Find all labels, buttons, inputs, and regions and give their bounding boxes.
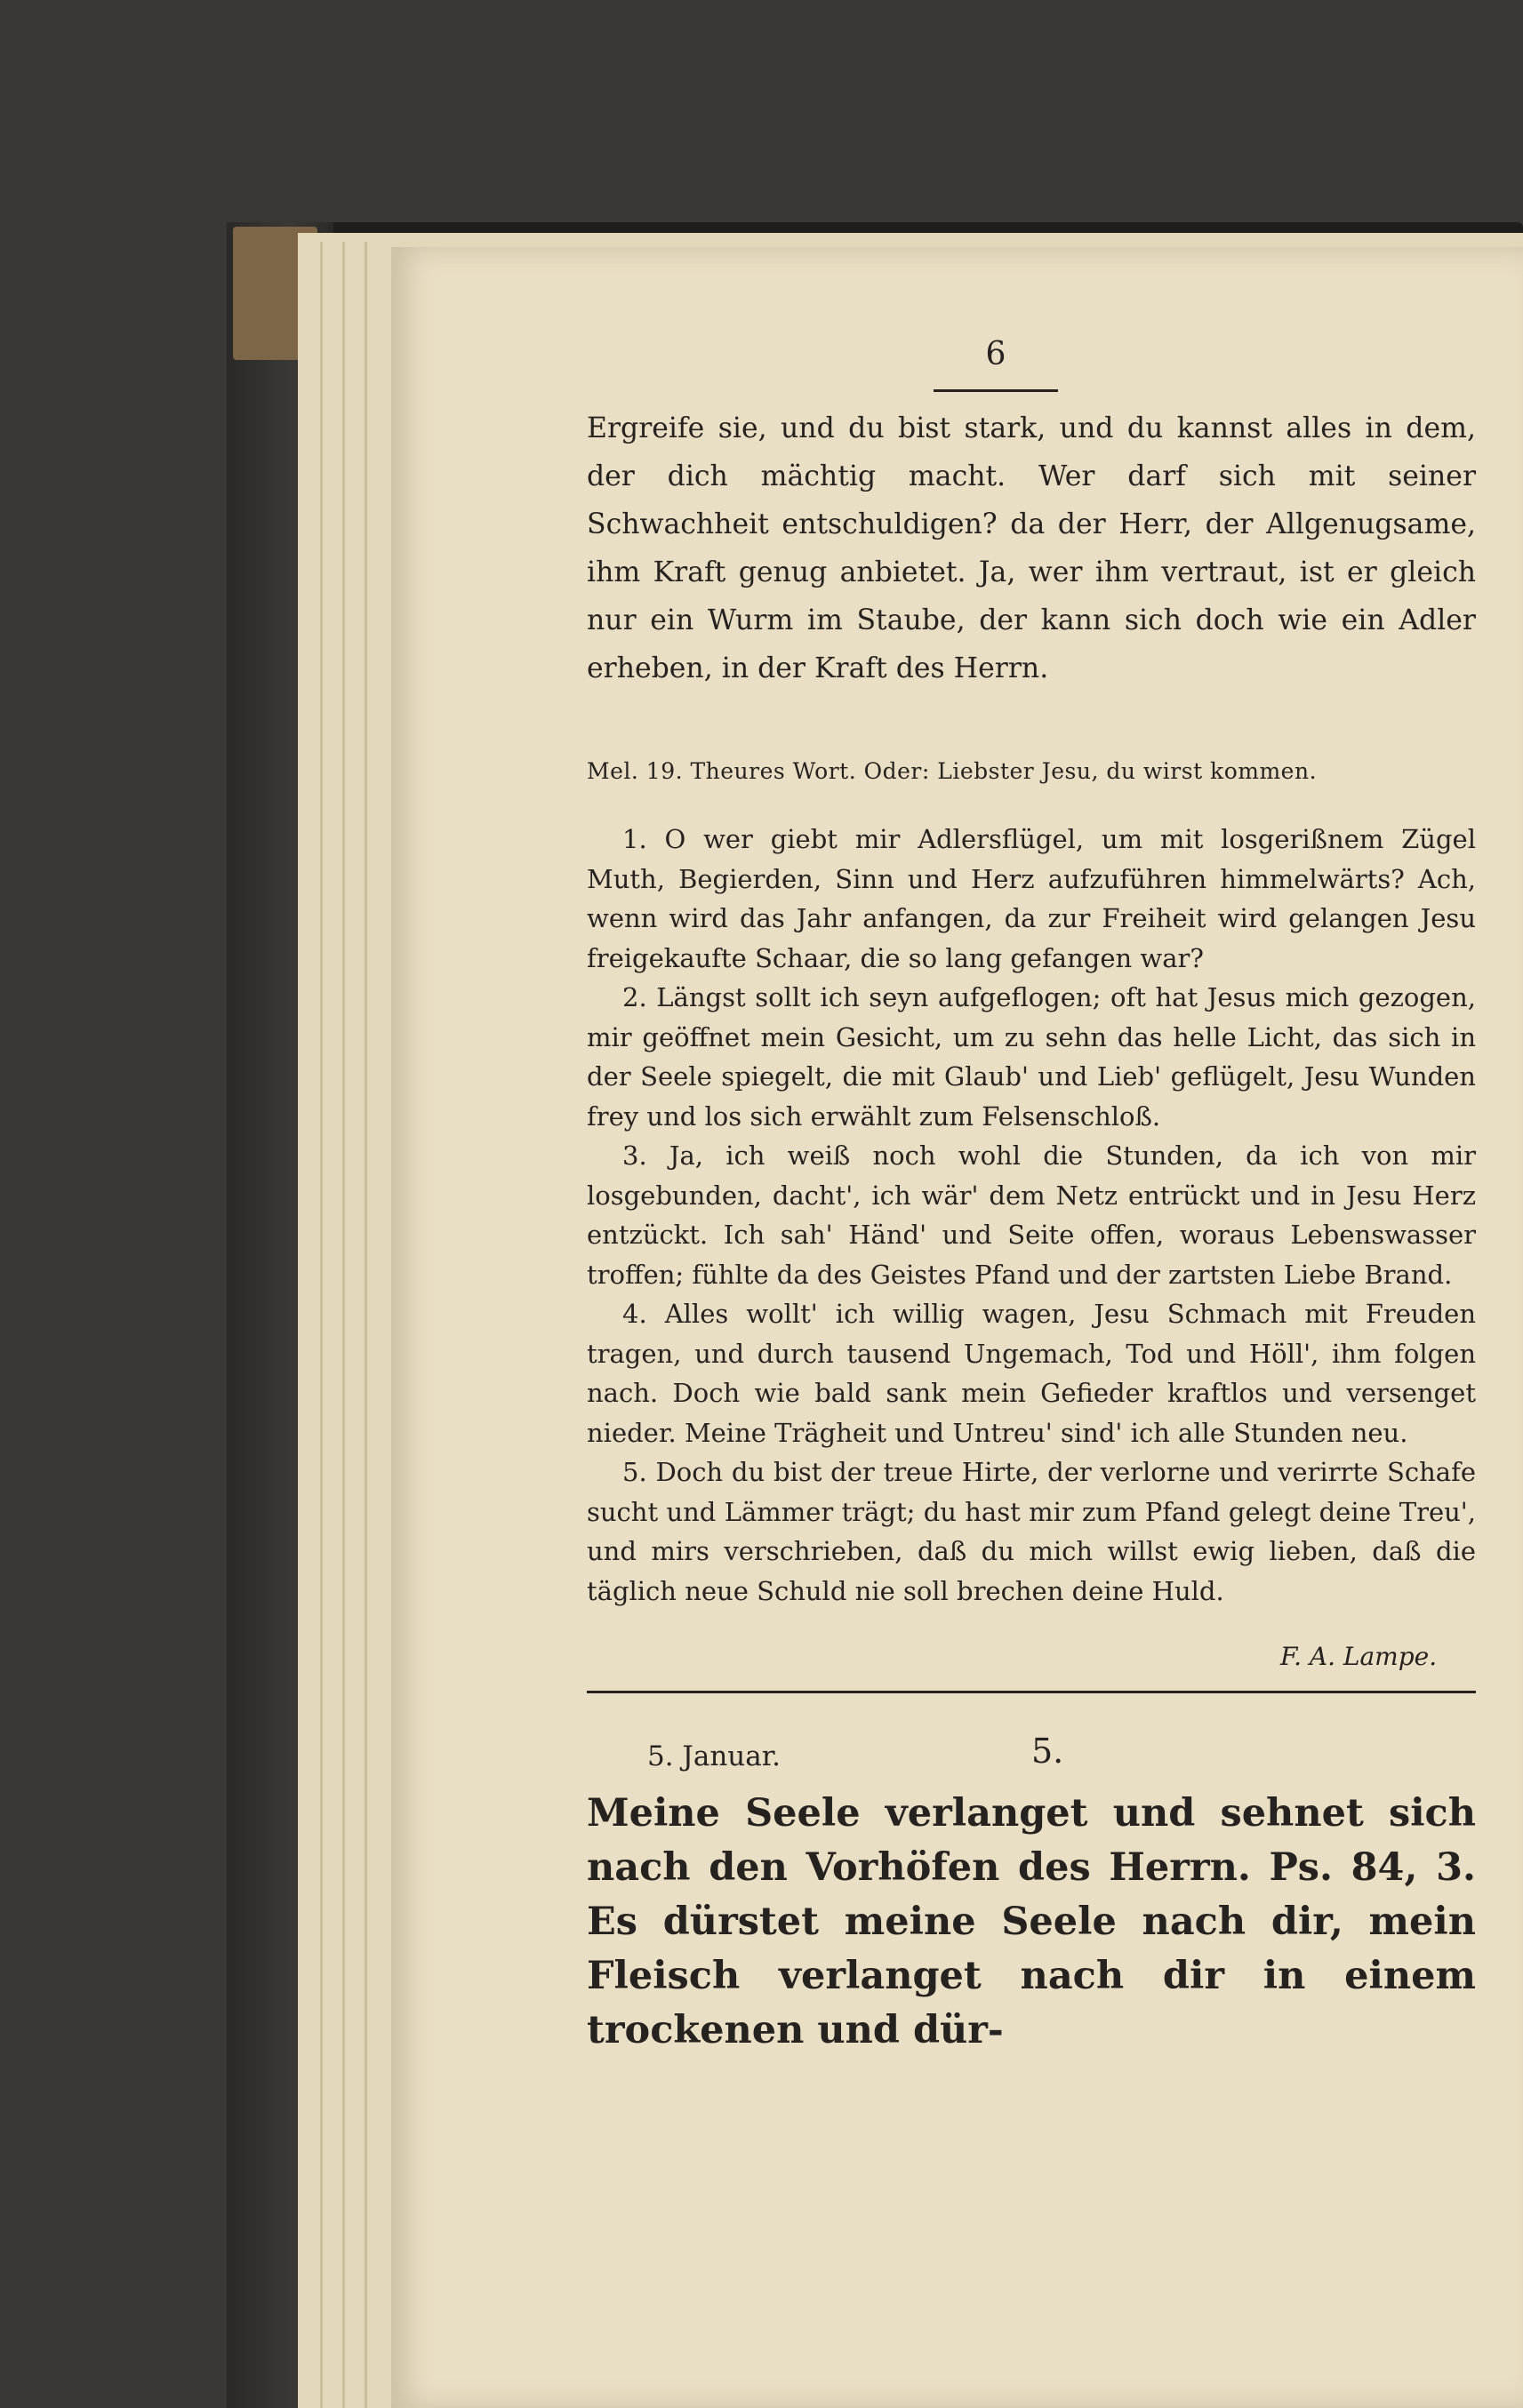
hymn-verse-3: 3. Ja, ich weiß noch wohl die Stunden, da ich von mir losgebunden, dacht', ich wär' dem Netz entrückt und in Jesu Herz entzückt. Ich sah' Händ' und Seite offen, woraus Lebenswasser troffen; fühlte da des Geistes Pfand und der zartsten Liebe Brand. bbox=[587, 1140, 1476, 1290]
devotional-paragraph: Ergreife sie, und du bist stark, und du kannst alles in dem, der dich mächtig macht. Wer darf sich mit seiner Schwachheit entschuldigen? da der Herr, der Allgenugsame, ihm Kraft genug anbietet. Ja, wer ihm vertraut, ist er gleich nur ein Wurm im Staube, der kann sich doch wie ein Adler erheben, in der Kraft des Herrn. bbox=[587, 412, 1476, 684]
scripture-text: Meine Seele verlanget und sehnet sich nach den Vorhöfen des Herrn. Ps. 84, 3. Es dürstet meine Seele nach dir, mein Fleisch verlanget nach dir in einem trockenen und dür- bbox=[587, 1791, 1476, 2052]
page-number-rule bbox=[934, 389, 1058, 392]
hymn-author: F. A. Lampe. bbox=[1280, 1642, 1438, 1671]
entry-number: 5. bbox=[1031, 1732, 1064, 1771]
hymn-verse-2: 2. Längst sollt ich seyn aufgeflogen; oft hat Jesus mich gezogen, mir geöffnet mein Gesicht, um zu sehn das helle Licht, das sich in der Seele spiegelt, die mit Glaub' und Lieb' geflügelt, Jesu Wunden frey und los sich erwählt zum Felsenschloß. bbox=[587, 982, 1476, 1132]
hymn-verse-5: 5. Doch du bist der treue Hirte, der verlorne und verirrte Schafe sucht und Lämmer trägt; du hast mir zum Pfand gelegt deine Treu', und mirs verschrieben, daß du mich willst ewig lieben, daß die täglich neue Schuld nie soll brechen deine Huld. bbox=[587, 1457, 1476, 1606]
hymn-verse-4: 4. Alles wollt' ich willig wagen, Jesu Schmach mit Freuden tragen, und durch tausend Ungemach, Tod und Höll', ihm folgen nach. Doch wie bald sank mein Gefieder kraftlos und versenget nieder. Meine Trägheit und Untreu' sind' ich alle Stunden neu. bbox=[587, 1299, 1476, 1448]
page-edge-line bbox=[320, 242, 323, 2408]
page-edge-line bbox=[342, 242, 345, 2408]
hymn-verse-1: 1. O wer giebt mir Adlersflügel, um mit losgerißnem Zügel Muth, Begierden, Sinn und Herz aufzuführen himmelwärts? Ach, wenn wird das Jahr anfangen, da zur Freiheit wird gelangen Jesu freigekaufte Schaar, die so lang gefangen war? bbox=[587, 824, 1476, 973]
entry-date: 5. Januar. bbox=[647, 1740, 782, 1772]
section-divider bbox=[587, 1691, 1476, 1693]
hymn bbox=[587, 820, 1476, 1611]
melody-line: Mel. 19. Theures Wort. Oder: Liebster Jesu, du wirst kommen. bbox=[587, 758, 1318, 784]
page-number: 6 bbox=[985, 336, 1006, 372]
page-edge-line bbox=[365, 242, 367, 2408]
